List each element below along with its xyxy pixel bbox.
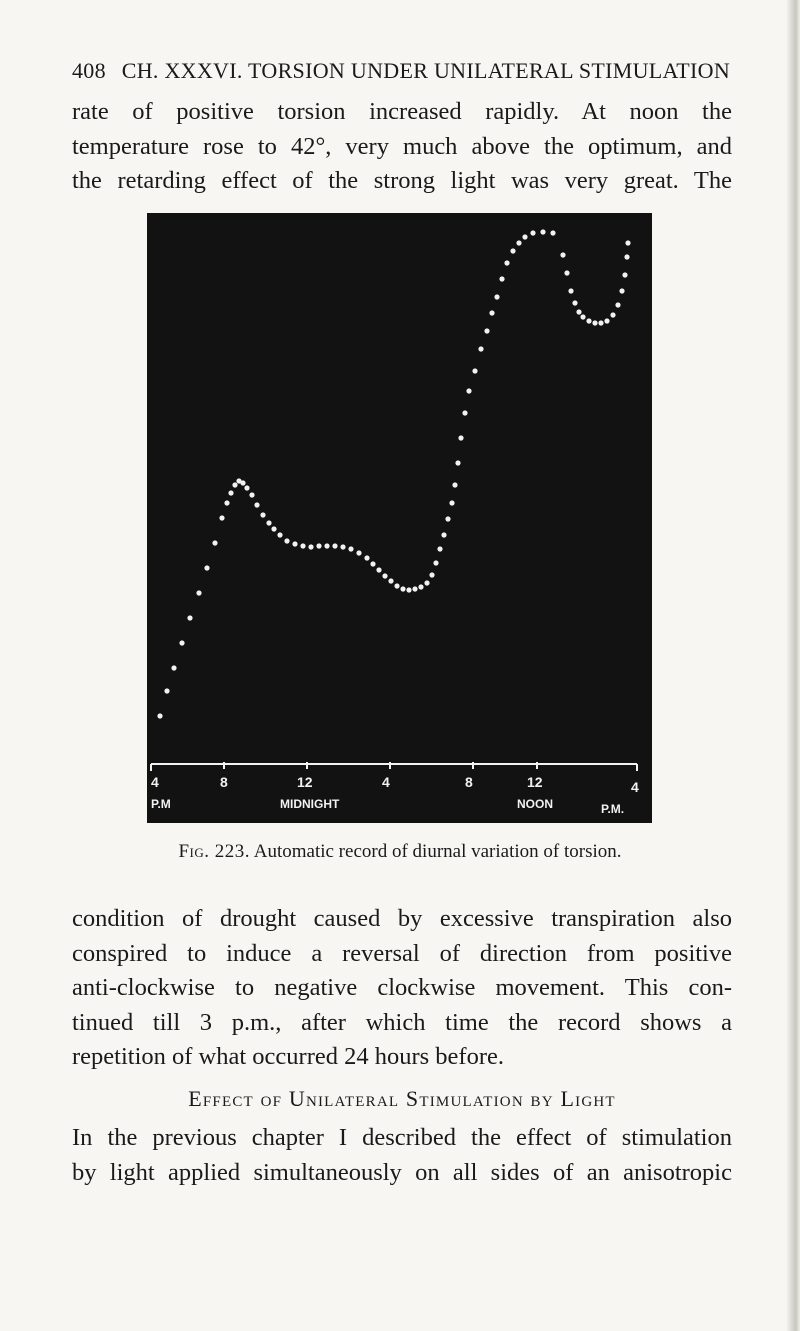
chapter-title: CH. XXXVI. TORSION UNDER UNILATERAL STIMULATION <box>121 58 731 83</box>
record-dot <box>400 586 405 591</box>
record-dot <box>412 586 417 591</box>
record-dot <box>324 543 329 548</box>
record-dot <box>516 240 521 245</box>
record-dot <box>494 294 499 299</box>
record-dot <box>370 561 375 566</box>
record-dot <box>157 713 162 718</box>
record-dot <box>615 302 620 307</box>
text-line: In the previous chapter I described the effect of stimulation <box>72 1124 732 1151</box>
record-dot <box>622 272 627 277</box>
record-dot <box>540 229 545 234</box>
text-line: by light applied simultaneously on all sides of an anisotropic <box>72 1158 732 1186</box>
text-line: rate of positive torsion increased rapidly. At noon the <box>72 98 732 125</box>
record-dot <box>522 234 527 239</box>
record-dot <box>266 520 271 525</box>
record-dot <box>232 482 237 487</box>
text-line: conspired to induce a reversal of direction from positive <box>72 939 732 967</box>
tick-label: 4 <box>151 774 159 790</box>
record-dot <box>458 435 463 440</box>
record-dot <box>484 328 489 333</box>
record-dot <box>300 543 305 548</box>
record-dot <box>625 240 630 245</box>
tick-label: 8 <box>465 774 473 790</box>
record-dot <box>316 543 321 548</box>
record-dots <box>157 229 630 718</box>
record-dot <box>284 538 289 543</box>
record-dot <box>499 276 504 281</box>
text-line: the retarding effect of the strong light was very great. The <box>72 167 732 194</box>
record-dot <box>429 572 434 577</box>
record-dot <box>424 580 429 585</box>
record-dot <box>196 590 201 595</box>
record-dot <box>340 544 345 549</box>
record-dot <box>592 320 597 325</box>
tick-label: 4 <box>382 774 390 790</box>
record-dot <box>598 320 603 325</box>
record-dot <box>171 665 176 670</box>
record-dot <box>249 492 254 497</box>
record-dot <box>187 615 192 620</box>
record-dot <box>504 260 509 265</box>
paragraph-3 <box>72 1121 732 1190</box>
record-dot <box>610 312 615 317</box>
record-dot <box>489 310 494 315</box>
time-axis <box>151 762 637 771</box>
torsion-record-image <box>147 213 652 823</box>
record-dot <box>466 388 471 393</box>
record-dot <box>455 460 460 465</box>
record-dot <box>452 482 457 487</box>
record-dot <box>388 578 393 583</box>
record-dot <box>418 584 423 589</box>
tick-label: 8 <box>220 774 228 790</box>
record-dot <box>472 368 477 373</box>
record-dot <box>437 546 442 551</box>
record-dot <box>271 526 276 531</box>
record-dot <box>292 541 297 546</box>
record-dot <box>564 270 569 275</box>
record-dot <box>394 583 399 588</box>
record-dot <box>254 502 259 507</box>
record-dot <box>382 573 387 578</box>
record-dot <box>550 230 555 235</box>
record-dot <box>406 587 411 592</box>
paragraph-2 <box>72 902 732 1075</box>
axis-label-pm-start: P.M <box>151 797 171 811</box>
tick-label: 12 <box>527 774 543 790</box>
running-head <box>72 58 732 84</box>
page-edge <box>786 0 800 1331</box>
text-line: temperature rose to 42°, very much above the optimum, and <box>72 132 732 160</box>
record-dot <box>212 540 217 545</box>
text-line: tinued till 3 p.m., after which time the record shows a <box>72 1008 732 1036</box>
record-dot <box>219 515 224 520</box>
caption-text: Automatic record of diurnal variation of torsion. <box>253 841 622 862</box>
record-dot <box>580 314 585 319</box>
record-dot <box>462 410 467 415</box>
text-line: anti-clockwise to negative clockwise movement. This con- <box>72 974 732 1001</box>
record-dot <box>164 688 169 693</box>
record-dot <box>441 532 446 537</box>
record-dot <box>576 309 581 314</box>
paragraph-1 <box>72 95 732 199</box>
record-dot <box>260 512 265 517</box>
text-line: repetition of what occurred 24 hours before. <box>72 1043 504 1070</box>
tick-label: 4 <box>631 779 639 795</box>
text-line: condition of drought caused by excessive transpiration also <box>72 905 732 932</box>
record-dot <box>478 346 483 351</box>
record-dot <box>224 500 229 505</box>
record-dot <box>204 565 209 570</box>
page-number: 408 <box>72 58 106 83</box>
record-dot <box>604 318 609 323</box>
record-dot <box>240 480 245 485</box>
record-dot <box>619 288 624 293</box>
record-dot <box>445 516 450 521</box>
figure-caption <box>150 840 650 864</box>
axis-label-noon: NOON <box>517 797 553 811</box>
record-dot <box>308 544 313 549</box>
torsion-record-figure <box>147 213 652 823</box>
record-dot <box>586 318 591 323</box>
record-dot <box>572 300 577 305</box>
tick-label: 12 <box>297 774 313 790</box>
record-dot <box>228 490 233 495</box>
record-dot <box>356 550 361 555</box>
figure-number: Fig. 223. <box>178 841 251 862</box>
record-dot <box>560 252 565 257</box>
record-dot <box>179 640 184 645</box>
record-dot <box>433 560 438 565</box>
record-dot <box>510 248 515 253</box>
axis-label-pm-end: P.M. <box>601 802 625 816</box>
record-dot <box>277 532 282 537</box>
record-dot <box>530 230 535 235</box>
record-dot <box>568 288 573 293</box>
record-dot <box>348 546 353 551</box>
section-heading: Effect of Unilateral Stimulation by Light <box>188 1086 616 1111</box>
record-dot <box>244 485 249 490</box>
record-dot <box>364 555 369 560</box>
record-dot <box>376 567 381 572</box>
record-dot <box>624 254 629 259</box>
record-dot <box>332 543 337 548</box>
record-dot <box>449 500 454 505</box>
axis-label-midnight: MIDNIGHT <box>280 797 340 811</box>
